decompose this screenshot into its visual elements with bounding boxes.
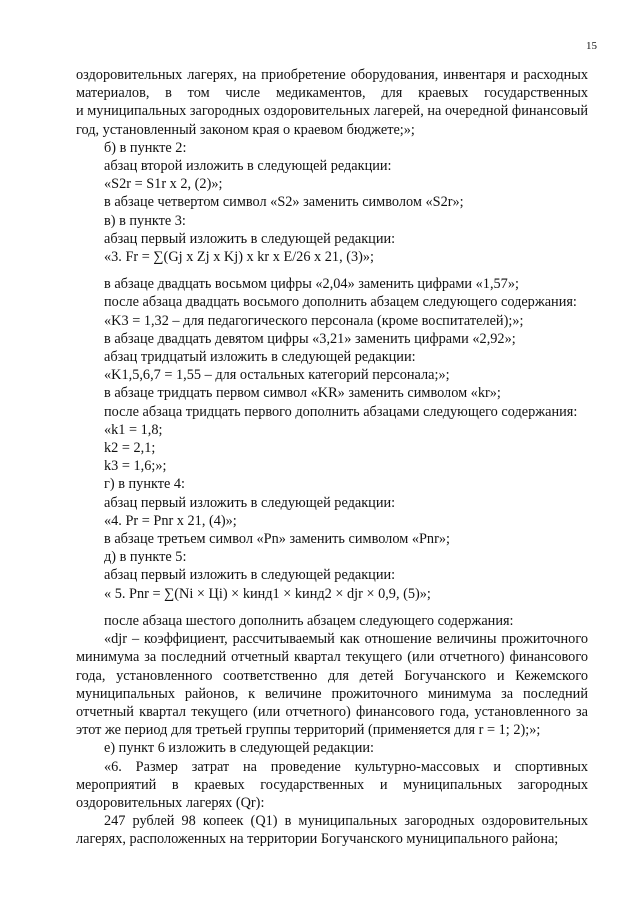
text-line: оздоровительных лагерях (Qr): bbox=[76, 794, 265, 811]
text-line: год, установленный законом края о краевом бюджете;»; bbox=[76, 121, 415, 138]
text-line: в абзаце двадцать восьмом цифры «2,04» заменить цифрами «1,57»; bbox=[104, 276, 519, 293]
text-line: абзац первый изложить в следующей редакции: bbox=[104, 567, 396, 584]
text-line: муниципальных районов, к величине прожиточного минимума за последний bbox=[76, 685, 588, 702]
spacer bbox=[76, 266, 588, 275]
text-line: абзац первый изложить в следующей редакции: bbox=[104, 494, 396, 511]
page-number: 15 bbox=[586, 40, 597, 52]
formula-k2: k2 = 2,1; bbox=[104, 440, 156, 457]
text-line: д) в пункте 5: bbox=[104, 549, 187, 566]
text-line: и муниципальных загородных оздоровительных лагерей, на очередной финансовый bbox=[76, 103, 588, 120]
text-line: «djr – коэффициент, рассчитываемый как отношение величины прожиточного bbox=[104, 631, 588, 648]
text-line: мероприятий в краевых государственных и муниципальных загородных bbox=[76, 776, 588, 793]
formula-3: «3. Fr = ∑(Gj x Zj x Kj) x kr x E/26 x 21, (3)»; bbox=[104, 249, 375, 266]
text-line: в абзаце тридцать первом символ «KR» заменить символом «kr»; bbox=[104, 385, 501, 402]
text-line: в) в пункте 3: bbox=[104, 212, 186, 229]
text-line: после абзаца тридцать первого дополнить абзацами следующего содержания: bbox=[104, 403, 578, 420]
formula-k3: k3 = 1,6;»; bbox=[104, 458, 167, 475]
formula-4: «4. Pr = Pnr x 21, (4)»; bbox=[104, 512, 237, 529]
document-body bbox=[76, 66, 588, 849]
text-line: «6. Размер затрат на проведение культурно-массовых и спортивных bbox=[104, 758, 588, 775]
text-line: отчетный квартал текущего (или отчетного) финансового года, установленного за bbox=[76, 703, 588, 720]
text-line: е) пункт 6 изложить в следующей редакции: bbox=[104, 740, 374, 757]
text-line: в абзаце двадцать девятом цифры «3,21» заменить цифрами «2,92»; bbox=[104, 330, 516, 347]
text-line: г) в пункте 4: bbox=[104, 476, 186, 493]
text-line: 247 рублей 98 копеек (Q1) в муниципальных загородных оздоровительных bbox=[104, 813, 588, 830]
text-line: б) в пункте 2: bbox=[104, 139, 187, 156]
text-line: «K3 = 1,32 – для педагогического персонала (кроме воспитателей);»; bbox=[104, 312, 524, 329]
text-line: оздоровительных лагерях, на приобретение оборудования, инвентаря и расходных bbox=[76, 67, 588, 83]
text-line: абзац второй изложить в следующей редакции: bbox=[104, 158, 392, 175]
formula-k1: «k1 = 1,8; bbox=[104, 421, 163, 438]
text-line: этот же период для третьей группы территорий (применяется для r = 1; 2);»; bbox=[76, 722, 541, 739]
text-line: после абзаца шестого дополнить абзацем следующего содержания: bbox=[104, 612, 514, 629]
text-line: после абзаца двадцать восьмого дополнить абзацем следующего содержания: bbox=[104, 294, 577, 311]
text-line: абзац тридцатый изложить в следующей редакции: bbox=[104, 349, 416, 366]
text-line: абзац первый изложить в следующей редакции: bbox=[104, 230, 396, 247]
spacer bbox=[76, 603, 588, 612]
text-line: лагерях, расположенных на территории Богучанского муниципального района; bbox=[76, 831, 559, 848]
text-line: в абзаце четвертом символ «S2» заменить символом «S2r»; bbox=[104, 194, 464, 211]
text-line: года, установленного соответственно для детей Богучанского и Кежемского bbox=[76, 667, 588, 684]
text-line: минимума за последний отчетный квартал текущего (или отчетного) финансового bbox=[76, 649, 588, 666]
text-line: материалов, в том числе медикаментов, для краевых государственных bbox=[76, 85, 588, 102]
text-line: «K1,5,6,7 = 1,55 – для остальных категорий персонала;»; bbox=[104, 367, 450, 384]
formula-2: «S2r = S1r x 2, (2)»; bbox=[104, 176, 223, 193]
text-line: в абзаце третьем символ «Pn» заменить символом «Pnr»; bbox=[104, 531, 450, 548]
formula-5: « 5. Pnr = ∑(Ni × Ці) × kинд1 × kинд2 × djr × 0,9, (5)»; bbox=[104, 585, 431, 602]
